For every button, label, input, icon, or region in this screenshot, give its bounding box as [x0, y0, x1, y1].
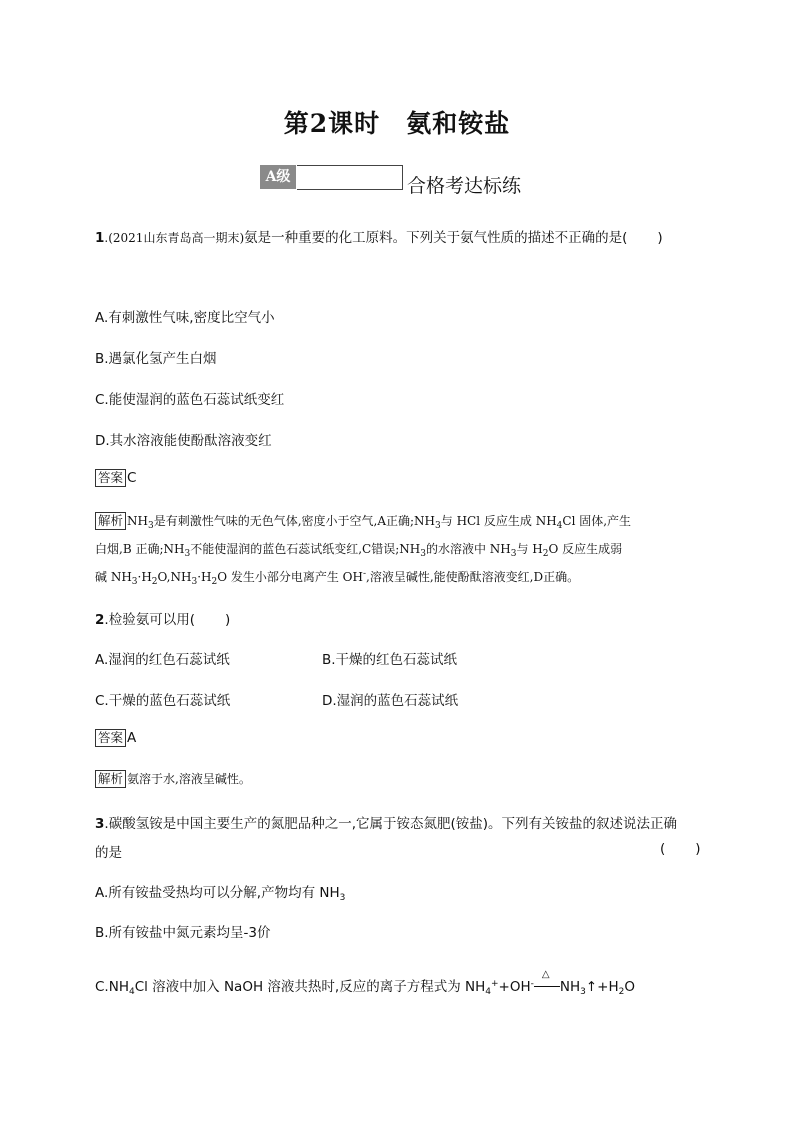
page-title-left: 第2课时: [283, 109, 381, 138]
option-text: NH: [559, 979, 581, 995]
superscript: -: [530, 979, 534, 989]
question-2-analysis: [95, 770, 251, 788]
question-3-option-c: [95, 969, 636, 997]
question-3-option-b: B.所有铵盐中氮元素均呈-3价: [95, 925, 271, 941]
question-1-text: 氨是一种重要的化工原料。下列关于氨气性质的描述不正确的是(: [244, 230, 628, 246]
answer-tag: 答案: [95, 729, 126, 747]
subscript: 3: [191, 577, 198, 587]
question-2-text: .检验氨可以用(: [104, 612, 195, 628]
question-3-stem-line-1: [95, 812, 677, 832]
analysis-text: ·H: [137, 570, 152, 584]
subscript: 3: [339, 893, 346, 903]
paren-open: (: [660, 841, 666, 857]
option-text: A.所有铵盐受热均可以分解,产物均有 NH: [95, 885, 340, 901]
analysis-text: ·H: [197, 570, 212, 584]
question-1-answer: [95, 469, 136, 487]
subscript: 2: [211, 577, 218, 587]
question-1-option-a: A.有刺激性气味,密度比空气小: [95, 310, 275, 326]
analysis-text: 不能使湿润的蓝色石蕊试纸变红,C错误;NH: [190, 542, 421, 556]
analysis-text: NH: [127, 514, 148, 528]
question-3-stem-line-2: 的是: [95, 845, 122, 861]
analysis-text: 与 H: [516, 542, 543, 556]
subscript: 2: [618, 987, 625, 997]
question-2-number: 2: [95, 612, 105, 628]
analysis-text: O 反应生成弱: [548, 542, 623, 556]
analysis-text: 与 HCl 反应生成 NH: [440, 514, 557, 528]
analysis-text: Cl 固体,产生: [562, 514, 632, 528]
subscript: 4: [556, 521, 563, 531]
answer-value: C: [127, 470, 137, 486]
option-text: +OH: [498, 979, 531, 995]
page-title: [0, 104, 794, 140]
analysis-text: 氨溶于水,溶液呈碱性。: [127, 772, 251, 786]
analysis-text: 碱 NH: [95, 570, 132, 584]
question-1-source: .(2021山东青岛高一期末): [104, 231, 245, 245]
subscript: 4: [485, 987, 491, 997]
answer-value: A: [127, 730, 137, 746]
analysis-text: ,溶液呈碱性,能使酚酞溶液变红,D正确。: [366, 570, 580, 584]
question-2-option-b: B.干燥的红色石蕊试纸: [322, 652, 458, 668]
option-text: C.NH: [95, 979, 129, 995]
question-3-text: .碳酸氢铵是中国主要生产的氮肥品种之一,它属于铵态氮肥(铵盐)。下列有关铵盐的叙述说法正确: [104, 816, 678, 832]
subscript: 4: [128, 987, 135, 997]
question-1-stem: [95, 226, 663, 246]
question-3-number: 3: [95, 816, 105, 832]
question-2-answer: [95, 729, 136, 747]
question-1-number: 1: [95, 230, 105, 246]
question-2-option-c: C.干燥的蓝色石蕊试纸: [95, 693, 231, 709]
analysis-text: 是有刺激性气味的无色气体,密度小于空气,A正确;NH: [153, 514, 436, 528]
option-text: Cl 溶液中加入 NaOH 溶液共热时,反应的离子方程式为 NH: [134, 979, 486, 995]
question-1-option-c: C.能使湿润的蓝色石蕊试纸变红: [95, 392, 285, 408]
subscript: 2: [542, 549, 549, 559]
question-2-option-d: D.湿润的蓝色石蕊试纸: [322, 693, 459, 709]
option-text: ↑+H: [585, 979, 619, 995]
question-3-answer-paren: [660, 841, 701, 857]
analysis-text: O,NH: [157, 570, 192, 584]
subscript: 3: [510, 549, 517, 559]
superscript: +: [490, 979, 499, 989]
subscript: 3: [580, 987, 586, 997]
question-1-option-b: B.遇氯化氢产生白烟: [95, 351, 217, 367]
question-2-paren-close: ): [224, 612, 231, 628]
level-badge: A级: [260, 165, 296, 189]
question-3-option-a: [95, 881, 345, 903]
analysis-tag: 解析: [95, 770, 126, 788]
subscript: 2: [151, 577, 158, 587]
paren-close: ): [695, 841, 701, 857]
question-1-analysis-line-3: [95, 568, 579, 587]
question-1-analysis-line-1: [95, 512, 631, 531]
heat-triangle-icon: △: [541, 969, 550, 980]
analysis-text: 白烟,B 正确;NH: [95, 542, 185, 556]
question-2-option-a: A.湿润的红色石蕊试纸: [95, 652, 230, 668]
subscript: 3: [147, 521, 154, 531]
subscript: 3: [131, 577, 138, 587]
analysis-tag: 解析: [95, 512, 126, 530]
question-1-option-d: D.其水溶液能使酚酞溶液变红: [95, 433, 272, 449]
heating-arrow: [534, 969, 560, 993]
subscript: 3: [184, 549, 191, 559]
page-title-right: 氨和铵盐: [406, 109, 511, 138]
question-2-stem: [95, 608, 230, 628]
question-1-paren-close: ): [657, 230, 663, 246]
question-1-analysis-line-2: [95, 540, 622, 559]
level-box: [297, 165, 403, 190]
reaction-bar: [534, 986, 560, 987]
analysis-text: 的水溶液中 NH: [425, 542, 511, 556]
superscript: -: [362, 569, 367, 579]
analysis-text: O 发生小部分电离产生 OH: [217, 570, 363, 584]
option-text: O: [624, 979, 636, 995]
answer-tag: 答案: [95, 469, 126, 487]
level-label: 合格考达标练: [407, 175, 522, 197]
subscript: 3: [435, 521, 441, 531]
subscript: 3: [420, 549, 426, 559]
